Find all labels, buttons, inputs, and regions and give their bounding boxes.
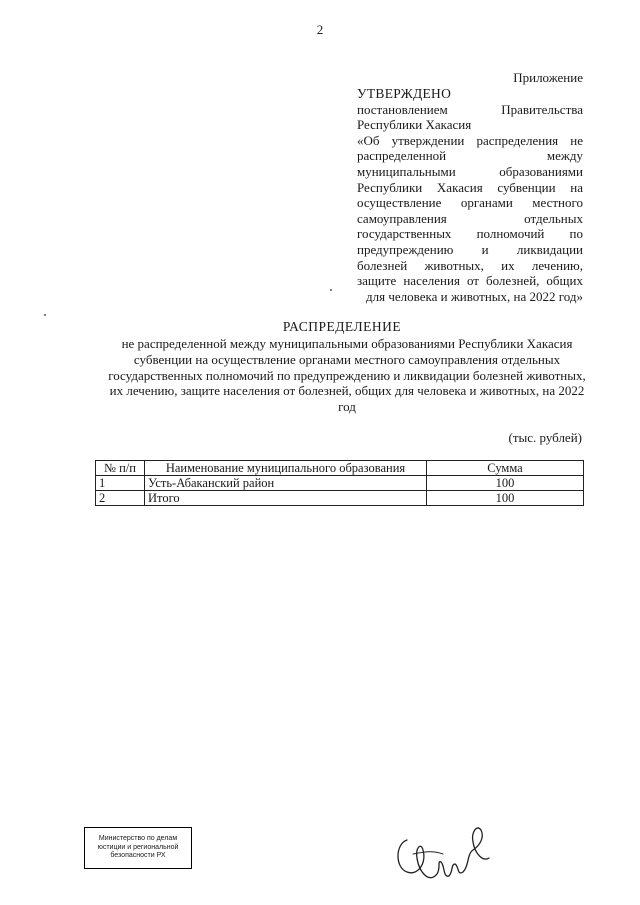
stamp-line: Министерство по делам [98,835,178,843]
row-amount: 100 [427,491,584,506]
ministry-stamp [84,827,192,869]
table-header-row [96,461,584,476]
row-amount: 100 [427,476,584,491]
units-label: (тыс. рублей) [508,430,582,445]
stamp-line: безопасности РХ [110,852,166,860]
page-number: 2 [316,22,324,37]
approved-heading: УТВЕРЖДЕНО [357,86,452,101]
document-title: РАСПРЕДЕЛЕНИЕ [282,319,402,334]
scan-speck [44,314,46,316]
approval-block [357,86,583,304]
distribution-table [95,460,584,506]
approval-document-title: «Об утверждении распределения не распределенной между муниципальными образованиями Республики Хакасия субвенции на осуществление органами местного самоуправления отдельных государственных полномочий по предупреждению и ликвидации болезней животных, их лечению, защите населения от болезней, общих для человека и животных, на 2022 год» [357,132,583,304]
stamp-line: юстиции и региональной [97,843,179,851]
table-row [96,491,584,506]
row-municipality: Усть-Абаканский район [145,476,427,491]
row-number: 1 [96,476,145,491]
signature [393,810,503,890]
header-number: № п/п [96,461,145,476]
document-subtitle: не распределенной между муниципальными образованиями Республики Хакасия субвенции на осуществление органами местного самоуправления отдельных государственных полномочий по предупреждению и ликвидации болезней животных, их лечению, защите населения от болезней, общих для человека и животных, на 2022 год [108,336,586,415]
appendix-label: Приложение [513,70,583,85]
scan-speck [330,289,332,291]
header-municipality: Наименование муниципального образования [145,461,427,476]
header-amount: Сумма [427,461,584,476]
table-row [96,476,584,491]
approval-basis: постановлением Правительства Республики Хакасия [357,101,583,133]
row-number: 2 [96,491,145,506]
row-municipality: Итого [145,491,427,506]
